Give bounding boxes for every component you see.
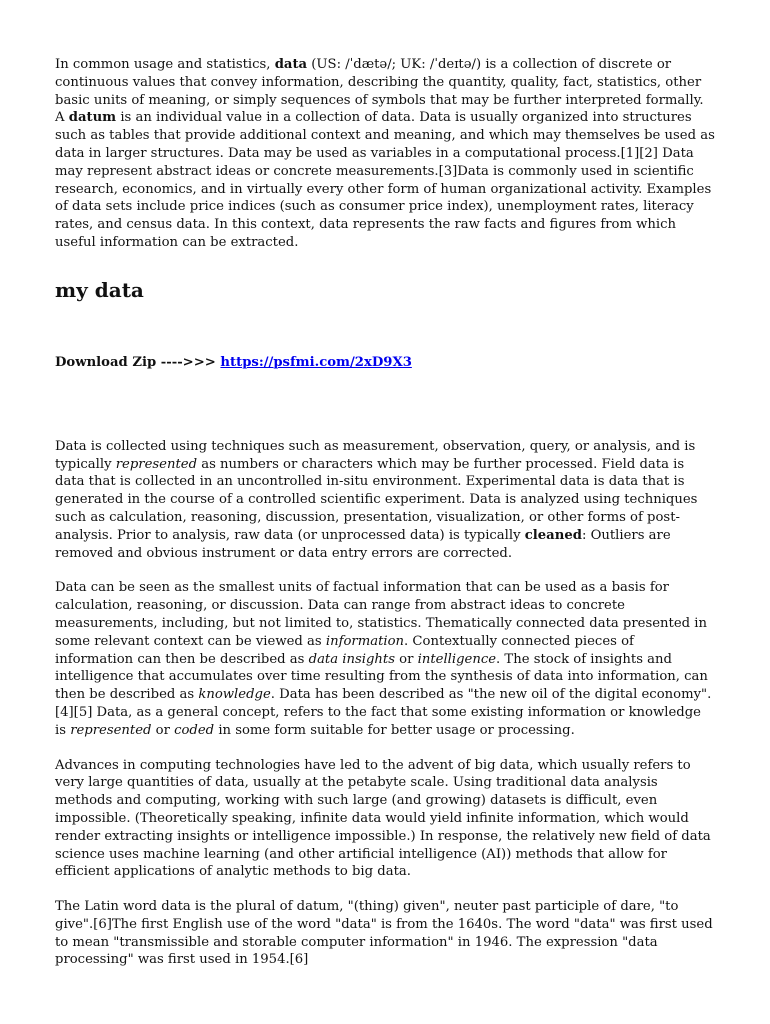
para3-text-7: in some form suitable for better usage or processing.: [214, 722, 575, 738]
para3-text-2: . Contextually connected pieces of information can then be described as: [55, 633, 634, 667]
term-data: data: [274, 57, 308, 72]
intro-text-1: In common usage and statistics,: [55, 57, 275, 72]
para3-text-5: . Data has been described as "the new oil of the digital economy".[4][5] Data, as a general concept, refers to the fact that some existing information or knowledge is: [55, 687, 712, 738]
big-data-paragraph: Advances in computing technologies have led to the advent of big data, which usually refers to very large quantities of data, usually at the petabyte scale. Using traditional data analysis methods and computing, working with such large (and growing) datasets is difficult, even impossible. (Theoretically speaking, infinite data would yield infinite information, which would render extracting insights or intelligence impossible.) In response, the relatively new field of data science uses machine learning (and other artificial intelligence (AI)) methods that allow for efficient applications of analytic methods to big data.: [55, 757, 711, 880]
information-paragraph: [55, 579, 715, 739]
para3-em-data-insights: data insights: [308, 651, 395, 667]
para2-text-3: : Outliers are removed and obvious instrument or data entry errors are corrected.: [55, 527, 671, 561]
para2-text-1: Data is collected using techniques such as measurement, observation, query, or analysis, and is typically: [55, 438, 696, 472]
para3-text-6: or: [151, 722, 175, 738]
collection-paragraph: [55, 438, 715, 563]
para3-text-4: . The stock of insights and intelligence that accumulates over time resulting from the synthesis of data into information, can then be described as: [55, 651, 708, 703]
para2-em-represented: represented: [115, 456, 198, 472]
para3-em-coded: coded: [174, 722, 215, 738]
para3-em-knowledge: knowledge: [198, 687, 271, 703]
para3-text-3: or: [394, 651, 418, 667]
para2-text-2: as numbers or characters which may be further processed. Field data is data that is collected in an uncontrolled in-situ environment. Experimental data is data that is generated in the course of a controlled scientific experiment. Data is analyzed using techniques such as calculation, reasoning, discussion, presentation, visualization, or other forms of post-analysis. Prior to analysis, raw data (or unprocessed data) is typically: [55, 456, 698, 543]
section-heading: my data: [55, 277, 144, 302]
intro-text-3: is an individual value in a collection of data. Data is usually organized into structures such as tables that provide additional context and meaning, and which may themselves be used as data in larger structures. Data may be used as variables in a computational process.[1][2] Data may represent abstract ideas or concrete measurements.[3]Data is commonly used in scientific research, economics, and in virtually every other form of human organizational activity. Examples of data sets include price indices (such as consumer price index), unemployment rates, literacy rates, and census data. In this context, data represents the raw facts and figures from which useful information can be extracted.: [55, 110, 715, 250]
download-label: Download Zip ---->>>: [55, 354, 221, 370]
etymology-paragraph: The Latin word data is the plural of datum, "(thing) given", neuter past participle of dare, "to give".[6]The first English use of the word "data" is from the 1640s. The word "data" was first used to mean "transmissible and storable computer information" in 1946. The expression "data processing" was first used in 1954.[6]: [55, 899, 713, 968]
intro-text-2: (US: /ˈdætə/; UK: /ˈdeɪtə/) is a collection of discrete or continuous values that convey information, describing the quantity, quality, fact, statistics, other basic units of meaning, or simply sequences of symbols that may be further interpreted formally. A: [55, 57, 704, 126]
para3-em-information: information: [325, 633, 405, 649]
term-datum: datum: [68, 110, 117, 126]
para3-text-1: Data can be seen as the smallest units of factual information that can be used as a basis for calculation, reasoning, or discussion. Data can range from abstract ideas to concrete measurements, including, but not limited to, statistics. Thematically connected data presented in some relevant context can be viewed as: [55, 580, 707, 649]
download-line: [55, 354, 715, 372]
para3-em-represented: represented: [70, 722, 152, 738]
download-link[interactable]: https://psfmi.com/2xD9X3: [220, 354, 412, 370]
para3-em-intelligence: intelligence: [417, 651, 497, 667]
para2-strong-cleaned: cleaned: [524, 527, 582, 543]
intro-paragraph: [55, 56, 715, 252]
